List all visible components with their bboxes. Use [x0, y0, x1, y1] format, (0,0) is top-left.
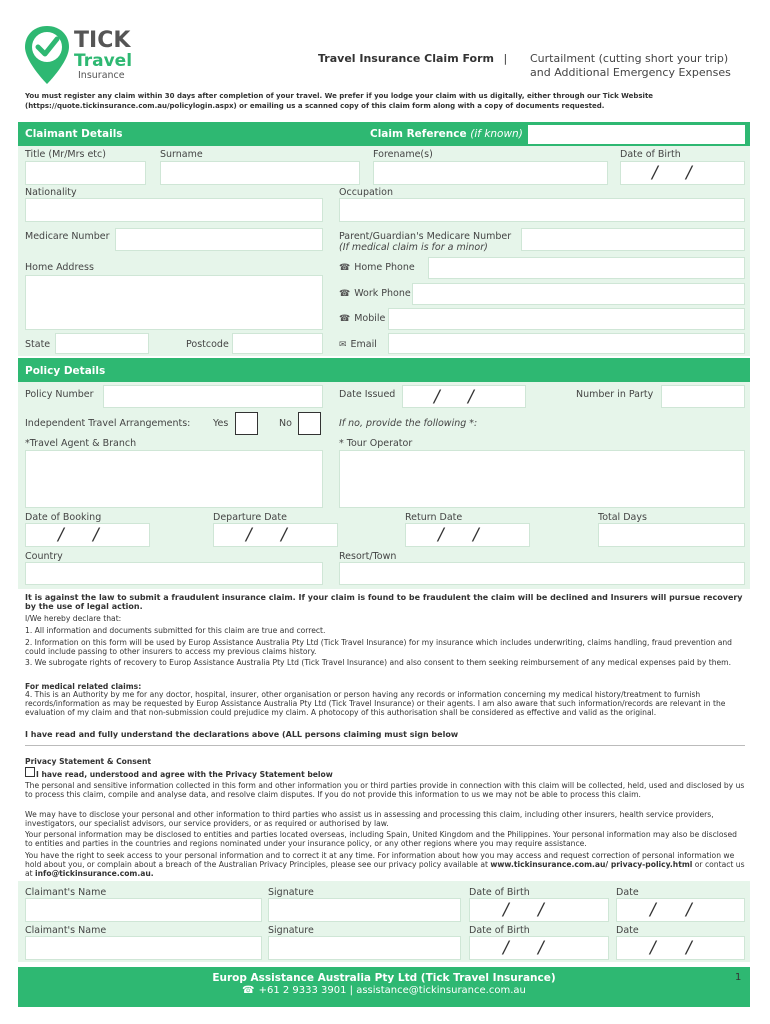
booking-date-input[interactable] — [25, 523, 150, 547]
departure-date-input[interactable] — [213, 523, 338, 547]
email-input[interactable] — [388, 333, 745, 354]
phone-icon: ☎ — [339, 314, 351, 324]
declaration-item-2: 2. Information on this form will be used by Europ Assistance Australia Pty Ltd (Tick Travel Insurance) for my insurance which includes underwriting, claims handling, fraud prevention and could include passing to other insurers to access my previous claims history. — [25, 638, 732, 656]
total-days-input[interactable] — [598, 523, 745, 547]
no-label: No — [279, 418, 292, 429]
privacy-p3: Your personal information may be disclosed to entities and parties located overseas, including Spain, United Kingdom and the Philippines. Your personal information may also be disclosed to entities and parties in the countries and regions nominated under your insurance policy, or any other regions where you may require assistance. — [25, 830, 737, 848]
date-slash: / — [281, 525, 287, 545]
dob-input[interactable] — [620, 161, 745, 185]
independent-travel-label: Independent Travel Arrangements: — [25, 418, 191, 429]
read-understand: I have read and fully understand the declarations above (ALL persons claiming must sign below — [25, 730, 459, 739]
intro-line-1: You must register any claim within 30 days after completion of your travel. We prefer if you lodge your claim with us digitally, either through our Tick Website — [25, 92, 654, 100]
number-in-party-input[interactable] — [661, 385, 745, 408]
home-phone-input[interactable] — [428, 257, 745, 279]
phone-icon: ☎ — [339, 289, 351, 299]
date-slash: / — [246, 525, 252, 545]
postcode-label: Postcode — [186, 339, 229, 350]
sig-dob-label: Date of Birth — [469, 887, 530, 898]
privacy-heading: Privacy Statement & Consent — [25, 757, 151, 766]
medicare-label: Medicare Number — [25, 231, 110, 242]
privacy-p1: The personal and sensitive information collected in this form and other information you or third parties provide in connection with this claim will be collected, held, used and disclosed by us to process this claim, compile and analyse data, and resolve claim disputes. If you do not provide this information to us we may not be able to process this claim. — [25, 781, 745, 799]
fraud-warning: It is against the law to submit a fraudulent insurance claim. If your claim is found to be fraudulent the claim will be declined and Insurers will pursue recovery by the use of legal action. — [25, 593, 743, 611]
policy-header-bar — [18, 358, 750, 382]
date-slash: / — [503, 900, 509, 920]
page-number: 1 — [735, 972, 742, 983]
sig-date-label: Date — [616, 887, 639, 898]
claimant-name-input[interactable] — [25, 936, 262, 960]
date-slash: / — [58, 525, 64, 545]
postcode-input[interactable] — [232, 333, 323, 354]
forenames-label: Forename(s) — [373, 149, 433, 160]
date-slash: / — [503, 938, 509, 958]
tour-operator-input[interactable] — [339, 450, 745, 508]
date-slash: / — [434, 387, 440, 407]
claimant-heading: Claimant Details — [25, 128, 123, 140]
state-input[interactable] — [55, 333, 149, 354]
policy-number-input[interactable] — [103, 385, 323, 408]
policy-number-label: Policy Number — [25, 389, 94, 400]
form-subtitle-1: Curtailment (cutting short your trip) — [530, 52, 729, 65]
home-address-label: Home Address — [25, 262, 94, 273]
nationality-label: Nationality — [25, 187, 77, 198]
surname-label: Surname — [160, 149, 203, 160]
travel-agent-input[interactable] — [25, 450, 323, 508]
guardian-medicare-label: Parent/Guardian's Medicare Number — [339, 231, 512, 242]
country-input[interactable] — [25, 562, 323, 585]
logo-insurance: Insurance — [78, 70, 125, 81]
mobile-label: ☎ Mobile — [339, 313, 386, 324]
privacy-p2: We may have to disclose your personal and other information to third parties who assist us in assessing and processing this claim, including other insurers, health service providers, investigators, our specialist advisors, our service providers, or as required or authorised by law. — [25, 810, 714, 828]
work-phone-input[interactable] — [412, 283, 745, 305]
logo-travel: Travel — [74, 51, 133, 71]
phone-icon: ☎ — [242, 985, 255, 996]
intro-line-2: (https://quote.tickinsurance.com.au/policylogin.aspx) or emailing us a scanned copy of this claim form along with a copy of documents requested. — [25, 102, 605, 110]
home-address-input[interactable] — [25, 275, 323, 330]
occupation-label: Occupation — [339, 187, 393, 198]
divider — [25, 745, 745, 746]
surname-input[interactable] — [160, 161, 360, 185]
departure-date-label: Departure Date — [213, 512, 287, 523]
declaration-item-4: 4. This is an Authority by me for any doctor, hospital, insurer, other organisation or person having any records or information concerning my medical history/treatment to furnish records/information as may be requested by Europ Assistance Australia Pty Ltd (Tick Travel Insurance) or their agents. I am also aware that such information/records are relevant in the evaluation of my claim and that non-submission could prejudice my claim. A photocopy of this authorisation shall be considered as effective and valid as the original. — [25, 690, 726, 717]
return-date-input[interactable] — [405, 523, 530, 547]
footer-company: Europ Assistance Australia Pty Ltd (Tick Travel Insurance) — [212, 972, 556, 984]
occupation-input[interactable] — [339, 198, 745, 222]
guardian-note: (If medical claim is for a minor) — [339, 242, 488, 253]
number-in-party-label: Number in Party — [576, 389, 654, 400]
medical-heading: For medical related claims: — [25, 682, 142, 691]
claim-reference-input[interactable] — [528, 125, 745, 144]
date-slash: / — [652, 163, 658, 183]
date-issued-input[interactable] — [402, 385, 526, 408]
claimant-name-input[interactable] — [25, 898, 262, 922]
privacy-checkbox[interactable] — [25, 767, 35, 777]
yes-checkbox[interactable] — [235, 412, 258, 435]
date-slash: / — [650, 900, 656, 920]
email-label: ✉ Email — [339, 339, 377, 350]
state-label: State — [25, 339, 51, 350]
signature-input[interactable] — [268, 936, 461, 960]
medicare-input[interactable] — [115, 228, 323, 251]
claimant-name-label: Claimant's Name — [25, 887, 107, 898]
date-slash: / — [473, 525, 479, 545]
declaration-item-1: 1. All information and documents submitted for this claim are true and correct. — [25, 626, 326, 635]
sig-dob-label: Date of Birth — [469, 925, 530, 936]
country-label: Country — [25, 551, 63, 562]
privacy-agree: I have read, understood and agree with the Privacy Statement below — [36, 770, 333, 779]
tour-operator-label: * Tour Operator — [339, 438, 413, 449]
signature-input[interactable] — [268, 898, 461, 922]
date-slash: / — [468, 387, 474, 407]
phone-icon: ☎ — [339, 263, 351, 273]
email-icon: ✉ — [339, 340, 347, 350]
home-phone-label: ☎ Home Phone — [339, 262, 415, 273]
hereby-declare: I/We hereby declare that: — [25, 614, 122, 623]
privacy-policy-link[interactable]: www.tickinsurance.com.au/ privacy-policy.html — [490, 860, 693, 869]
sig-date-label: Date — [616, 925, 639, 936]
info-email-link[interactable]: info@tickinsurance.com.au. — [35, 869, 154, 878]
logo — [22, 24, 134, 86]
logo-tick: TICK — [74, 28, 131, 53]
claimant-name-label: Claimant's Name — [25, 925, 107, 936]
date-slash: / — [686, 938, 692, 958]
title-separator: | — [503, 52, 508, 65]
forenames-input[interactable] — [373, 161, 608, 185]
date-slash: / — [93, 525, 99, 545]
tick-logo-icon — [22, 24, 72, 86]
dob-label: Date of Birth — [620, 149, 681, 160]
nationality-input[interactable] — [25, 198, 323, 222]
form-title: Travel Insurance Claim Form — [318, 52, 495, 65]
work-phone-label: ☎ Work Phone — [339, 288, 411, 299]
travel-agent-label: *Travel Agent & Branch — [25, 438, 137, 449]
signature-label: Signature — [268, 887, 314, 898]
title-input[interactable] — [25, 161, 146, 185]
no-checkbox[interactable] — [298, 412, 321, 435]
resort-label: Resort/Town — [339, 551, 397, 562]
date-issued-label: Date Issued — [339, 389, 396, 400]
resort-input[interactable] — [339, 562, 745, 585]
yes-label: Yes — [213, 418, 229, 429]
date-slash: / — [538, 900, 544, 920]
return-date-label: Return Date — [405, 512, 463, 523]
privacy-p4: You have the right to seek access to your personal information and to correct it at any time. For information about how you may access and request correction of personal information we hold about you, or complain about a breach of the Australian Privacy Principles, please see our privacy policy available at www.tickinsurance.com.au/ privacy-policy.html or contact us at info@tickinsurance.com.au. — [25, 851, 745, 878]
declaration-item-3: 3. We subrogate rights of recovery to Europ Assistance Australia Pty Ltd (Tick Travel Insurance) and also consent to them seeking reimbursement of any medical expenses paid by them. — [25, 658, 731, 667]
policy-heading: Policy Details — [25, 365, 106, 377]
date-slash: / — [650, 938, 656, 958]
booking-date-label: Date of Booking — [25, 512, 102, 523]
form-subtitle-2: and Additional Emergency Expenses — [530, 66, 731, 79]
title-label: Title (Mr/Mrs etc) — [25, 149, 106, 160]
signature-label: Signature — [268, 925, 314, 936]
date-slash: / — [686, 900, 692, 920]
date-slash: / — [438, 525, 444, 545]
mobile-input[interactable] — [388, 308, 745, 330]
footer-contact: ☎ +61 2 9333 3901 | assistance@tickinsurance.com.au — [242, 985, 526, 996]
if-no-label: If no, provide the following *: — [339, 418, 478, 429]
date-slash: / — [686, 163, 692, 183]
sig-date-input[interactable] — [616, 936, 745, 960]
total-days-label: Total Days — [598, 512, 647, 523]
date-slash: / — [538, 938, 544, 958]
claim-reference-label: Claim Reference (if known) — [370, 128, 523, 140]
guardian-medicare-input[interactable] — [521, 228, 745, 251]
sig-date-input[interactable] — [616, 898, 745, 922]
